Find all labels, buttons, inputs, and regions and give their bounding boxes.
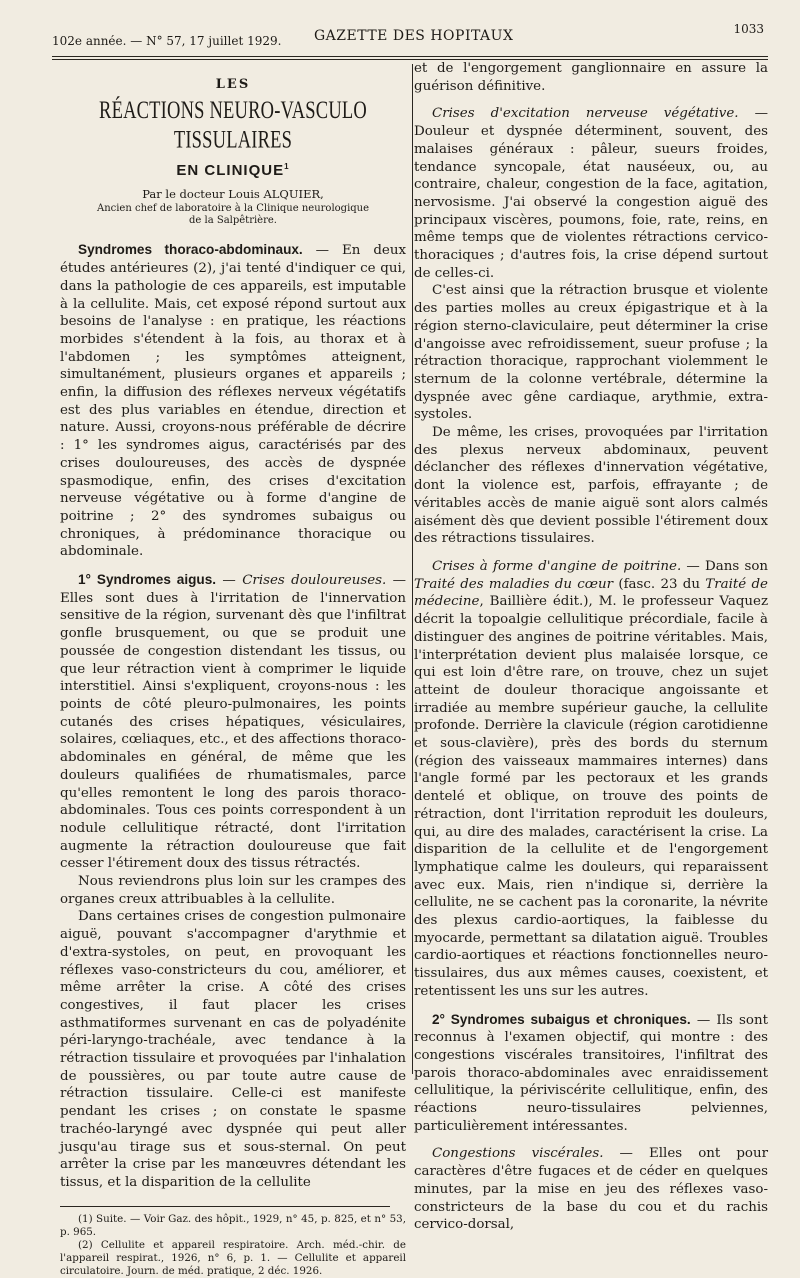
paragraph-syndromes-aigus: 1° Syndromes aigus. — Crises douloureuses. — Elles sont dues à l'irritation de l'innervation sensitive de la région, survenant dès que l'infiltrat gonfle brusquement, ou que se produit une poussée de congestion distendant les tissus, ou que leur rétraction vient à comprimer le liquide interstitiel. Ainsi s'expliquent, croyons-nous : les points de côté pleuro-pulmonaires, les points cutanés des crises hépatiques, vésiculaires, solaires, cœliaques, etc., et des affections thoraco-abdominales en général, de même que les douleurs qualifiées de rhumatismales, parce qu'elles remontent le long des parois thoraco-abdominales. Tous ces points correspondent à un nodule cellulitique rétracté, dont l'irritation augmente la rétraction douloureuse que fait cesser l'étirement doux des tissus rétractés. [60, 572, 406, 872]
paragraph: et de l'engorgement ganglionnaire en assure la guérison définitive. [414, 61, 768, 94]
running-header [52, 22, 768, 56]
paragraph: De même, les crises, provoquées par l'irritation des plexus nerveux abdominaux, peuvent déclancher des réflexes d'innervation végétative, dont la violence est, parfois, effrayante ; de véritables accès de manie aiguë sont alors calmés aisément dès que devient possible l'étirement doux des rétractions tissulaires. [414, 425, 768, 547]
left-column [60, 60, 406, 1278]
right-column [414, 60, 768, 1234]
section-heading: Syndromes thoraco-abdominaux. [78, 242, 303, 258]
title-footnote-mark: 1 [284, 161, 290, 171]
paragraph-crises-excitation: Crises d'excitation nerveuse végétative. — Douleur et dyspnée déterminent, souvent, des malaises généraux : pâleur, sueurs froides, tendance syncopale, état nauséeux, ou, au contraire, chaleur, congestion de la face, agitation, nervosisme. J'ai observé la congestion aiguë des principaux viscères, poumons, foie, rate, reins, en même temps que de violentes rétractions cervico-thoraciques ; d'autres fois, la crise dépend surtout de celles-ci. [414, 106, 768, 281]
byline: Par le docteur Louis ALQUIER, [142, 187, 324, 202]
article-subtitle: EN CLINIQUE$^1$ [176, 161, 290, 179]
affiliation: Ancien chef de laboratoire à la Clinique neurologique de la Salpêtrière. [96, 203, 370, 227]
footnote-1: (1) Suite. — Voir Gaz. des hôpit., 1929, n° 45, p. 825, et n° 53, p. 965. [60, 1212, 406, 1238]
paragraph: Dans certaines crises de congestion pulmonaire aiguë, pouvant s'accompagner d'arythmie et d'extra-systoles, on peut, en provoquant les réflexes vaso-constricteurs du cou, améliorer, et même arrêter la crise. A côté des crises congestives, il faut placer les crises asthmatiformes survenant en cas de polyadénite péri-laryngo-trachéale, avec tendance à la rétraction tissulaire et provoquées par l'inhalation de poussières, ou par toute autre cause de rétraction tissulaire. Celle-ci est manifeste pendant les crises ; on constate le spasme trachéo-laryngé avec dyspnée qui peut aller jusqu'au tirage sus et sous-sternal. On peut arrêter la crise par les manœuvres détendant les tissus, et la disparition de la cellulite [60, 909, 406, 1190]
journal-name: GAZETTE DES HOPITAUX [314, 28, 514, 44]
column-divider [412, 64, 413, 1074]
footnote-2: (2) Cellulite et appareil respiratoire. Arch. méd.-chir. de l'appareil respirat., 1926, n° 6, p. 1. — Cellulite et appareil circulatoire. Journ. de méd. pratique, 2 déc. 1926. [60, 1238, 406, 1277]
paragraph-angine: Crises à forme d'angine de poitrine. — Dans son Traité des maladies du cœur (fasc. 23 du Traité de médecine, Baillière édit.), M. le professeur Vaquez décrit la topoalgie cellulitique précordiale, facile à distinguer des angines de poitrine véritables. Mais, l'interprétation devient plus malaisée lorsque, ce qui est loin d'être rare, on trouve, chez un sujet atteint de douleur thoracique angoissante et irradiée au membre supérieur gauche, la cellulite profonde. Derrière la clavicule (région carotidienne et sous-clavière), près des bords du sternum (région des vaisseaux mammaires internes) dans l'angle formé par les pectoraux et les grands dentelé et oblique, on trouve des points de rétraction, dont l'irritation reproduit les douleurs, qui, au dire des malades, caractérisent la crise. La disparition de la cellulite et de l'engorgement lymphatique calme les douleurs, qui reparaissent avec eux. Mais, rien n'indique si, derrière la cellulite, ne se cachent pas la coronarite, la névrite des plexus cardio-aortiques, la faiblesse du myocarde, permettant sa dilatation aiguë. Troubles cardio-aortiques et réactions fonctionnelles neuro-tissulaires, dus aux mêmes causes, coexistent, et retentissent les uns sur les autres. [414, 558, 769, 999]
page-number: 1033 [733, 22, 764, 36]
paragraph: C'est ainsi que la rétraction brusque et violente des parties molles au creux épigastrique et à la région sterno-claviculaire, peut déterminer la crise d'angoisse avec refroidissement, sueur profuse ; la rétraction thoracique, rapprochant violemment le sternum de la colonne vertébrale, détermine la dyspnée avec gêne cardiaque, arythmie, extra-systoles. [414, 283, 768, 423]
issue-line: 102e année. — N° 57, 17 juillet 1929. [52, 34, 282, 48]
paragraph-congestions: Congestions viscérales. — Elles ont pour caractères d'être fugaces et de céder en quelques minutes, par la mise en jeu des réflexes vaso-constricteurs de la base du cou et du rachis cervico-dorsal, [414, 1146, 768, 1233]
paragraph-syndromes-thoraco: Syndromes thoraco-abdominaux. — En deux études antérieures (2), j'ai tenté d'indiquer ce qui, dans la pathologie de ces appareils, est imputable à la cellulite. Mais, cet exposé répond surtout aux besoins de l'analyse : en pratique, les réactions morbides s'étendent à la fois, au thorax et à l'abdomen ; les symptômes atteignent, simultanément, plusieurs organes et appareils ; enfin, la diffusion des réflexes nerveux végétatifs est des plus variables en étendue, direction et nature. Aussi, croyons-nous préférable de décrire : 1° les syndromes aigus, caractérisés par des crises douloureuses, des accès de dyspnée spasmodique, enfin, des crises d'excitation nerveuse végétative ou à forme d'angine de poitrine ; 2° des syndromes subaigus ou chroniques, à prédominance thoracique ou abdominale. [60, 242, 407, 560]
footnote-rule [60, 1206, 390, 1207]
header-rule [52, 56, 768, 57]
article-title: RÉACTIONS NEURO-VASCULO TISSULAIRES [99, 97, 367, 155]
paragraph: Nous reviendrons plus loin sur les crampes des organes creux attribuables à la cellulite. [60, 874, 406, 907]
paragraph-syndromes-subaigus: 2° Syndromes subaigus et chroniques. — Ils sont reconnus à l'examen objectif, qui montre : des congestions viscérales transitoires, l'infiltrat des parois thoraco-abdominales avec enraidissement cellulitique, la périviscérite cellulitique, enfin, des réactions neuro-tissulaires pelviennes, particulièrement intéressantes. [414, 1011, 768, 1134]
section-heading: 1° Syndromes aigus. [78, 572, 217, 588]
title-les: LES [215, 77, 251, 92]
section-heading: 2° Syndromes subaigus et chroniques. [432, 1011, 691, 1027]
